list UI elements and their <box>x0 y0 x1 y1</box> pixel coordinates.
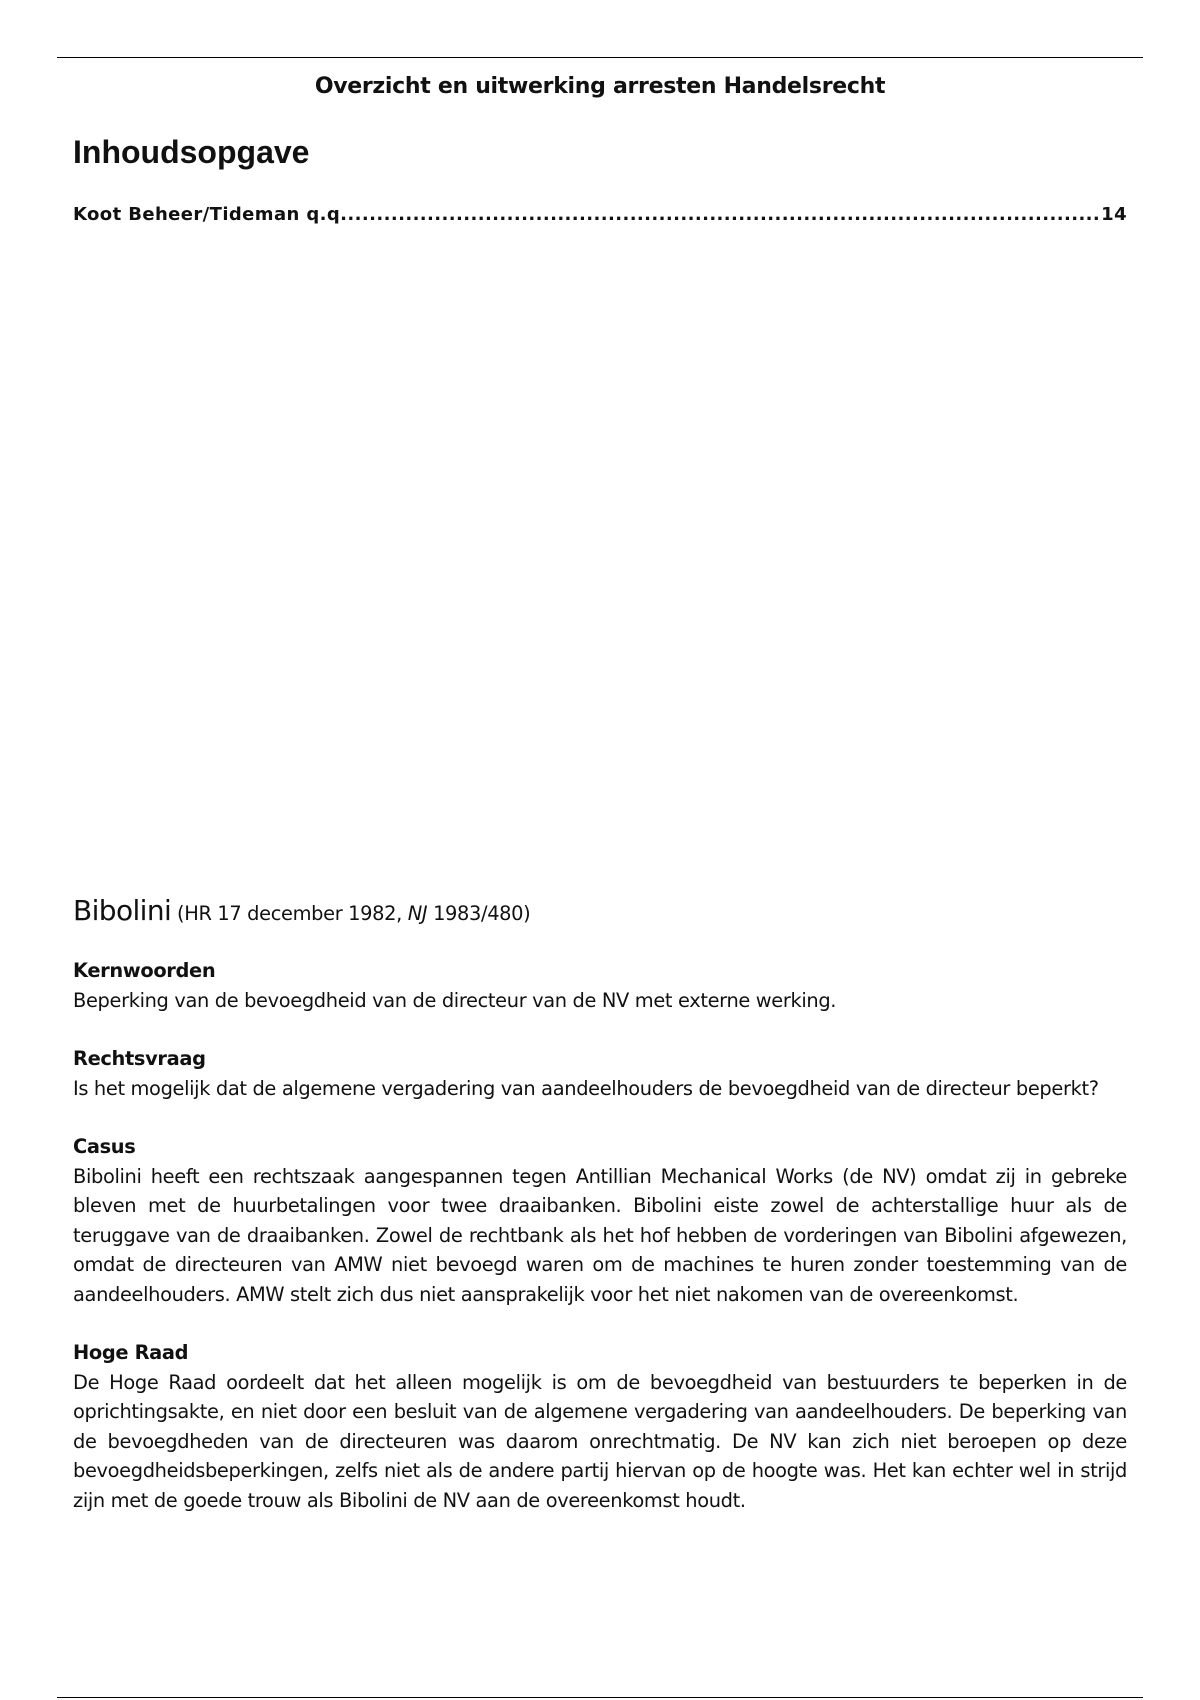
case-content <box>73 893 1127 1544</box>
footer-rule <box>57 1697 1143 1698</box>
toc-entry-page-number: 14 <box>1101 204 1127 225</box>
toc-heading: Inhoudsopgave <box>73 134 310 170</box>
citation-prefix: (HR 17 december 1982, <box>177 902 408 925</box>
case-title <box>73 893 1127 932</box>
section-body: Beperking van de bevoegdheid van de directeur van de NV met externe werking. <box>73 988 837 1012</box>
section-heading: Hoge Raad <box>73 1341 189 1364</box>
header-rule <box>57 57 1143 58</box>
section-heading: Kernwoorden <box>73 959 216 982</box>
section-body: Bibolini heeft een rechtszaak aangespannen tegen Antillian Mechanical Works (de NV) omdat zij in gebreke bleven met de huurbetalingen voor twee draaibanken. Bibolini eiste zowel de achterstallige huur als de teruggave van de draaibanken. Zowel de rechtbank als het hof hebben de vorderingen van Bibolini afgewezen, omdat de directeuren van AMW niet bevoegd waren om de machines te huren zonder toestemming van de aandeelhouders. AMW stelt zich dus niet aansprakelijk voor het niet nakomen van de overeenkomst. <box>73 1164 1127 1306</box>
section-kernwoorden <box>73 956 1127 1015</box>
toc-entry-label: Koot Beheer/Tideman q.q. <box>73 204 348 225</box>
case-citation <box>177 902 530 925</box>
section-body: Is het mogelijk dat de algemene vergadering van aandeelhouders de bevoegdheid van de directeur beperkt? <box>73 1076 1099 1100</box>
case-name: Bibolini <box>73 894 172 927</box>
citation-journal: NJ <box>407 902 428 925</box>
section-body: De Hoge Raad oordeelt dat het alleen mogelijk is om de bevoegdheid van bestuurders te beperken in de oprichtingsakte, en niet door een besluit van de algemene vergadering van aandeelhouders. De beperking van de bevoegdheden van de directeuren was daarom onrechtmatig. De NV kan zich niet beroepen op deze bevoegdheidsbeperkingen, zelfs niet als de andere partij hiervan op de hoogte was. Het kan echter wel in strijd zijn met de goede trouw als Bibolini de NV aan de overeenkomst houdt. <box>73 1370 1127 1512</box>
document-header-title: Overzicht en uitwerking arresten Handelsrecht <box>314 74 886 99</box>
section-casus <box>73 1132 1127 1309</box>
section-heading: Rechtsvraag <box>73 1047 206 1070</box>
toc-dot-leader <box>347 204 1099 225</box>
toc-entry-koot-beheer[interactable] <box>73 204 1127 225</box>
section-hoge-raad <box>73 1338 1127 1515</box>
section-heading: Casus <box>73 1135 136 1158</box>
section-rechtsvraag <box>73 1044 1127 1103</box>
citation-suffix: 1983/480) <box>427 902 531 925</box>
